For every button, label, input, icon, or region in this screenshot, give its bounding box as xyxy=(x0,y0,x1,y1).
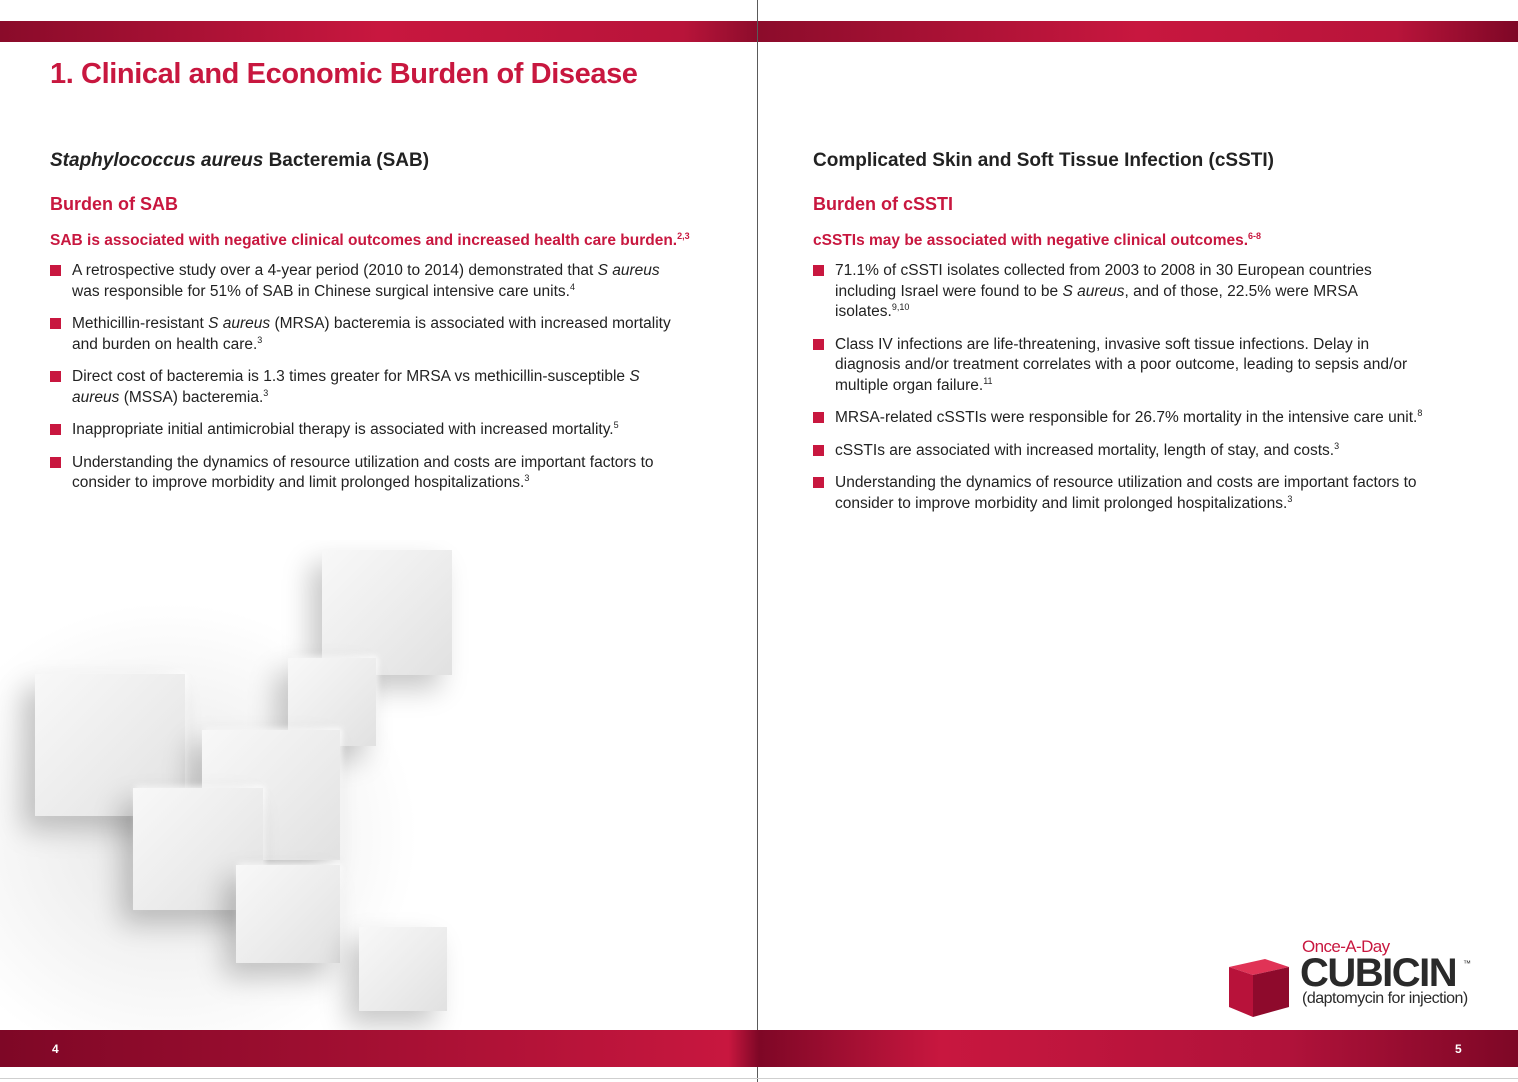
decorative-square xyxy=(359,927,447,1011)
bullet-text: Methicillin-resistant xyxy=(72,315,209,332)
page-number-left: 4 xyxy=(52,1042,59,1056)
bullet-square-icon xyxy=(50,265,61,276)
bullet-square-icon xyxy=(50,318,61,329)
bullet-italic: S aureus xyxy=(597,262,660,279)
bullet-italic: S aureus xyxy=(1062,282,1125,300)
logo-generic-name: (daptomycin for injection) xyxy=(1302,990,1468,1007)
bullet-square-icon xyxy=(813,265,824,276)
decorative-square xyxy=(236,865,340,963)
bullet-ref: 9,10 xyxy=(891,302,910,312)
bullet-square-icon xyxy=(50,457,61,468)
bullet-text: Understanding the dynamics of resource utilization and costs are important factors to consider to improve morbidity and limit prolonged hospitalizations. xyxy=(835,474,1417,512)
bullet-square-icon xyxy=(813,445,824,456)
section-title-sab xyxy=(50,150,690,180)
decorative-square xyxy=(322,550,452,675)
section-title-cssti: Complicated Skin and Soft Tissue Infection (cSSTI) xyxy=(813,150,1274,171)
lead-ref: 6-8 xyxy=(1248,231,1262,241)
list-item xyxy=(813,261,1423,323)
bullet-italic: S aureus xyxy=(72,368,640,406)
bullet-text: Understanding the dynamics of resource utilization and costs are important factors to consider to improve morbidity and limit prolonged hospitalizations. xyxy=(72,453,654,491)
list-item xyxy=(813,408,1423,429)
page-spine xyxy=(757,0,758,1082)
section-title-italic: Staphylococcus aureus xyxy=(50,150,264,171)
bullet-ref: 8 xyxy=(1417,408,1423,418)
bullet-text-cont: was responsible for 51% of SAB in Chinese surgical intensive care units. xyxy=(72,282,570,300)
cubicin-logo xyxy=(1225,935,1485,1020)
list-item xyxy=(50,314,690,355)
list-item xyxy=(813,473,1423,514)
bottom-rule xyxy=(0,1078,1518,1079)
logo-brand: CUBICIN xyxy=(1300,951,1457,995)
bottom-color-band xyxy=(0,1030,1518,1067)
bullet-square-icon xyxy=(813,412,824,423)
bullet-text-cont: (MSSA) bacteremia. xyxy=(119,388,264,406)
bullet-square-icon xyxy=(50,424,61,435)
list-item xyxy=(50,261,690,302)
bullet-ref: 3 xyxy=(1334,440,1340,451)
bullet-text-cont: (MRSA) bacteremia is associated with increased mortality and burden on health care. xyxy=(72,315,671,353)
bullet-square-icon xyxy=(813,339,824,350)
right-column xyxy=(813,150,1423,526)
subtitle-burden-cssti: Burden of cSSTI xyxy=(813,194,954,214)
bullet-square-icon xyxy=(50,371,61,382)
bullet-text: A retrospective study over a 4-year period (2010 to 2014) demonstrated that xyxy=(72,262,598,279)
lead-statement-cssti xyxy=(813,230,1423,251)
left-column xyxy=(50,150,690,506)
bullet-text: MRSA-related cSSTIs were responsible for 26.7% mortality in the intensive care unit. xyxy=(835,409,1418,426)
bullet-list-sab xyxy=(50,261,690,494)
bullet-ref: 3 xyxy=(1287,493,1293,504)
bullet-text: 71.1% of cSSTI isolates collected from 2003 to 2008 in 30 European countries including Israel were found to be xyxy=(835,262,1372,300)
bullet-text: cSSTIs are associated with increased mortality, length of stay, and costs. xyxy=(835,441,1335,459)
bullet-ref: 3 xyxy=(524,473,530,483)
logo-tagline: Once-A-Day xyxy=(1302,937,1390,956)
top-color-band xyxy=(0,21,1518,42)
bullet-text: Class IV infections are life-threatening, invasive soft tissue infections. Delay in diagnosis and/or treatment correlates with a poor outcome, leading to sepsis and/or multiple organ failure. xyxy=(835,335,1408,394)
bullet-ref: 4 xyxy=(569,281,575,292)
chapter-title: 1. Clinical and Economic Burden of Disease xyxy=(50,58,638,90)
subtitle-burden-sab: Burden of SAB xyxy=(50,194,178,214)
list-item xyxy=(50,367,690,408)
list-item xyxy=(813,335,1423,397)
red-cube-icon xyxy=(1225,949,1295,1019)
bullet-text: Direct cost of bacteremia is 1.3 times greater for MRSA vs methicillin-susceptible xyxy=(72,368,630,385)
bullet-ref: 3 xyxy=(263,387,269,398)
list-item xyxy=(813,441,1423,462)
bullet-text: Inappropriate initial antimicrobial therapy is associated with increased mortality. xyxy=(72,421,614,438)
list-item xyxy=(50,453,690,494)
lead-statement-sab xyxy=(50,230,690,251)
bullet-list-cssti xyxy=(813,261,1423,514)
page-number-right: 5 xyxy=(1455,1042,1462,1056)
bullet-ref: 11 xyxy=(983,375,993,386)
bullet-ref: 5 xyxy=(613,420,619,430)
lead-ref: 2,3 xyxy=(677,231,690,241)
list-item xyxy=(50,420,690,441)
section-title-rest: Bacteremia (SAB) xyxy=(263,150,430,171)
bullet-square-icon xyxy=(813,477,824,488)
bullet-italic: S aureus xyxy=(208,315,271,332)
lead-text: SAB is associated with negative clinical outcomes and increased health care burden. xyxy=(50,232,678,249)
bullet-text-cont: , and of those, 22.5% were MRSA isolates. xyxy=(835,282,1358,320)
bullet-ref: 3 xyxy=(257,334,263,345)
decorative-squares xyxy=(0,540,540,1030)
logo-trademark: ™ xyxy=(1463,959,1471,968)
lead-text: cSSTIs may be associated with negative clinical outcomes. xyxy=(813,232,1249,249)
